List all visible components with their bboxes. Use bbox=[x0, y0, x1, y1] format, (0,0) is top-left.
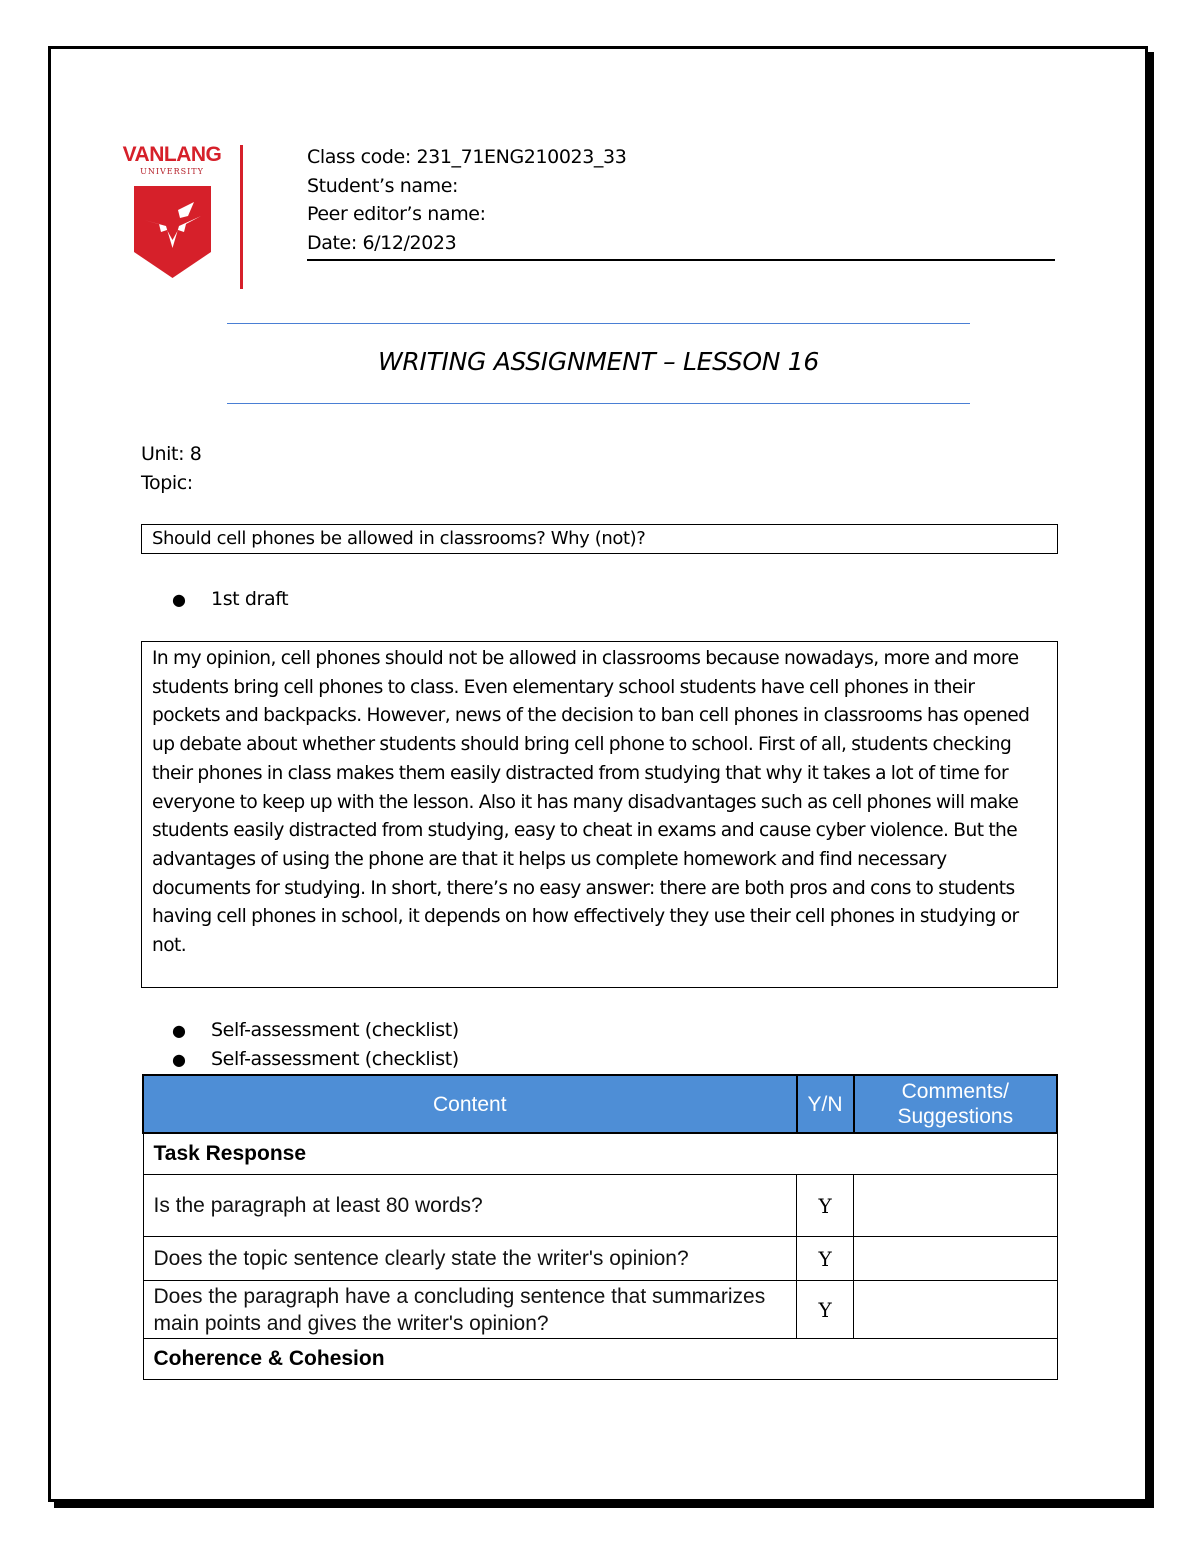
table-row bbox=[143, 1237, 1057, 1281]
self-assessment-bullet bbox=[172, 1016, 459, 1045]
checklist-table bbox=[142, 1074, 1058, 1380]
logo-subtitle: UNIVERSITY bbox=[140, 167, 204, 176]
question-cell: Does the paragraph have a concluding sentence that summarizes main points and gives the writer's opinion? bbox=[143, 1281, 797, 1339]
topic-question-box: Should cell phones be allowed in classrooms? Why (not)? bbox=[141, 524, 1058, 554]
section-title: Task Response bbox=[143, 1133, 1057, 1175]
draft-label: 1st draft bbox=[211, 588, 289, 610]
student-name: Student’s name: bbox=[307, 174, 459, 197]
logo-divider bbox=[240, 145, 243, 289]
section-row bbox=[143, 1133, 1057, 1175]
table-header-row bbox=[143, 1075, 1057, 1133]
draft-paragraph: In my opinion, cell phones should not be allowed in classrooms because nowadays, more and more students bring cell phones to class. Even elementary school students have cell phones in their pockets and backpacks. However, news of the decision to ban cell phones in classrooms has opened up debate about whether students should bring cell phone to school. First of all, students checking their phones in class makes them easily distracted from studying that why it takes a lot of time for everyone to keep up with the lesson. Also it has many disadvantages such as cell phones will make students easily distracted from studying, easy to cheat in exams and cause cyber violence. But the advantages of using the phone are that it helps us complete homework and find necessary documents for studying. In short, there’s no easy answer: there are both pros and cons to students having cell phones in school, it depends on how effectively they use their cell phones in studying or not. bbox=[141, 641, 1058, 988]
date: Date: 6/12/2023 bbox=[307, 231, 457, 254]
answer-cell: Y bbox=[797, 1237, 854, 1281]
comment-cell bbox=[854, 1237, 1057, 1281]
header-comments: Comments/ Suggestions bbox=[854, 1075, 1057, 1133]
question-cell: Is the paragraph at least 80 words? bbox=[143, 1175, 797, 1237]
bullet-icon: ● bbox=[172, 590, 186, 609]
page-title: WRITING ASSIGNMENT – LESSON 16 bbox=[378, 347, 819, 376]
table-row bbox=[143, 1281, 1057, 1339]
title-bottom-rule bbox=[227, 403, 970, 404]
title-top-rule bbox=[227, 323, 970, 324]
logo-wordmark: VANLANG bbox=[122, 143, 222, 166]
university-logo bbox=[112, 143, 247, 291]
section-row bbox=[143, 1339, 1057, 1380]
comment-cell bbox=[854, 1281, 1057, 1339]
header-yn: Y/N bbox=[797, 1075, 854, 1133]
question-cell: Does the topic sentence clearly state the writer's opinion? bbox=[143, 1237, 797, 1281]
draft-bullet bbox=[172, 585, 288, 614]
answer-cell: Y bbox=[797, 1175, 854, 1237]
bullet-icon: ● bbox=[172, 1021, 186, 1040]
answer-cell: Y bbox=[797, 1281, 854, 1339]
unit-label: Unit: 8 bbox=[141, 443, 202, 465]
self-assessment-label: Self-assessment (checklist) bbox=[211, 1048, 459, 1070]
class-code: Class code: 231_71ENG210023_33 bbox=[307, 146, 627, 168]
unit-topic bbox=[141, 440, 201, 497]
topic-label: Topic: bbox=[141, 471, 193, 494]
section-title: Coherence & Cohesion bbox=[143, 1339, 1057, 1380]
self-assessment-bullet bbox=[172, 1045, 459, 1074]
self-assessment-label: Self-assessment (checklist) bbox=[211, 1019, 459, 1041]
header-info bbox=[307, 143, 1055, 261]
comment-cell bbox=[854, 1175, 1057, 1237]
table-row bbox=[143, 1175, 1057, 1237]
shield-emblem-icon bbox=[134, 186, 211, 278]
bullet-icon: ● bbox=[172, 1050, 186, 1069]
peer-editor-name: Peer editor’s name: bbox=[307, 203, 486, 225]
header-content: Content bbox=[143, 1075, 797, 1133]
